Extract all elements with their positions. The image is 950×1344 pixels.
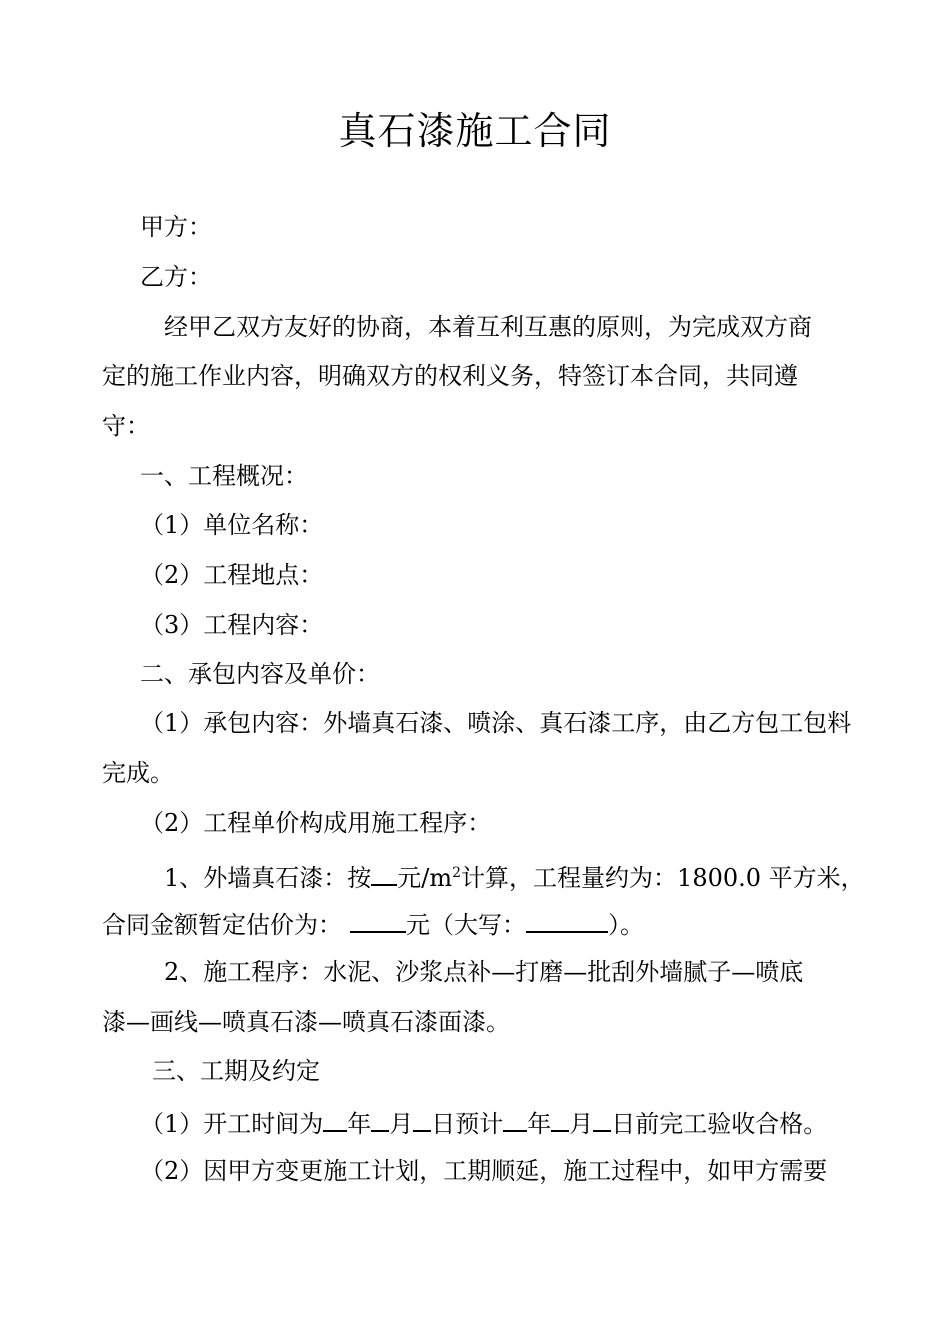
year-label-2: 年 — [527, 1110, 552, 1138]
price-line-1 — [164, 858, 865, 893]
section-2-unit-price-heading: （2）工程单价构成用施工程序： — [140, 809, 492, 837]
contract-amount-upper-blank[interactable] — [526, 907, 608, 933]
contract-amount-blank[interactable] — [350, 907, 406, 933]
procedure-line-1: 2、施工程序：水泥、沙浆点补—打磨—批刮外墙腻子—喷底 — [164, 958, 804, 986]
estimate-label: 日预计 — [431, 1110, 504, 1138]
section-1-item-1: （1）单位名称： — [140, 511, 324, 539]
end-day-blank[interactable] — [593, 1106, 611, 1132]
price-line-2 — [102, 907, 644, 940]
start-month-blank[interactable] — [371, 1106, 389, 1132]
month-label: 月 — [389, 1110, 414, 1138]
completion-label: 日前完工验收合格。 — [611, 1110, 828, 1138]
contract-amount-upper-label: 元（大写： — [406, 911, 526, 939]
intro-line-1: 经甲乙双方友好的协商，本着互利互惠的原则，为完成双方商 — [164, 313, 812, 341]
start-day-blank[interactable] — [413, 1106, 431, 1132]
unit-price-blank[interactable] — [371, 860, 397, 886]
schedule-line-1 — [140, 1106, 827, 1139]
schedule-line-2: （2）因甲方变更施工计划，工期顺延，施工过程中，如甲方需要 — [140, 1157, 828, 1185]
end-year-blank[interactable] — [503, 1106, 527, 1132]
start-year-blank[interactable] — [323, 1106, 347, 1132]
price-text-b: 元/m — [397, 864, 453, 892]
party-b-label: 乙方： — [140, 263, 212, 291]
section-3-heading: 三、工期及约定 — [152, 1057, 320, 1085]
section-1-item-2: （2）工程地点： — [140, 561, 324, 589]
intro-line-3: 守： — [102, 412, 150, 440]
contract-amount-label: 合同金额暂定估价为： — [102, 911, 342, 939]
year-label: 年 — [347, 1110, 372, 1138]
start-time-label: （1）开工时间为 — [140, 1110, 324, 1138]
intro-line-2: 定的施工作业内容，明确双方的权利义务，特签订本合同，共同遵 — [102, 362, 798, 390]
end-month-blank[interactable] — [551, 1106, 569, 1132]
price-text-c: 计算，工程量约为：1800.0 平方米， — [461, 864, 865, 892]
price-text-a: 1、外墙真石漆：按 — [164, 864, 372, 892]
section-2-content-line-1: （1）承包内容：外墙真石漆、喷涂、真石漆工序，由乙方包工包料 — [140, 709, 852, 737]
section-1-heading: 一、工程概况： — [140, 462, 308, 490]
procedure-line-2: 漆—画线—喷真石漆—喷真石漆面漆。 — [102, 1008, 510, 1036]
party-a-label: 甲方： — [140, 213, 212, 241]
section-1-item-3: （3）工程内容： — [140, 611, 324, 639]
section-2-heading: 二、承包内容及单价： — [140, 660, 380, 688]
page-title: 真石漆施工合同 — [338, 109, 612, 153]
month-label-2: 月 — [569, 1110, 594, 1138]
contract-amount-close: ）。 — [608, 911, 644, 939]
price-superscript: 2 — [452, 865, 462, 881]
section-2-content-line-2: 完成。 — [102, 759, 174, 787]
